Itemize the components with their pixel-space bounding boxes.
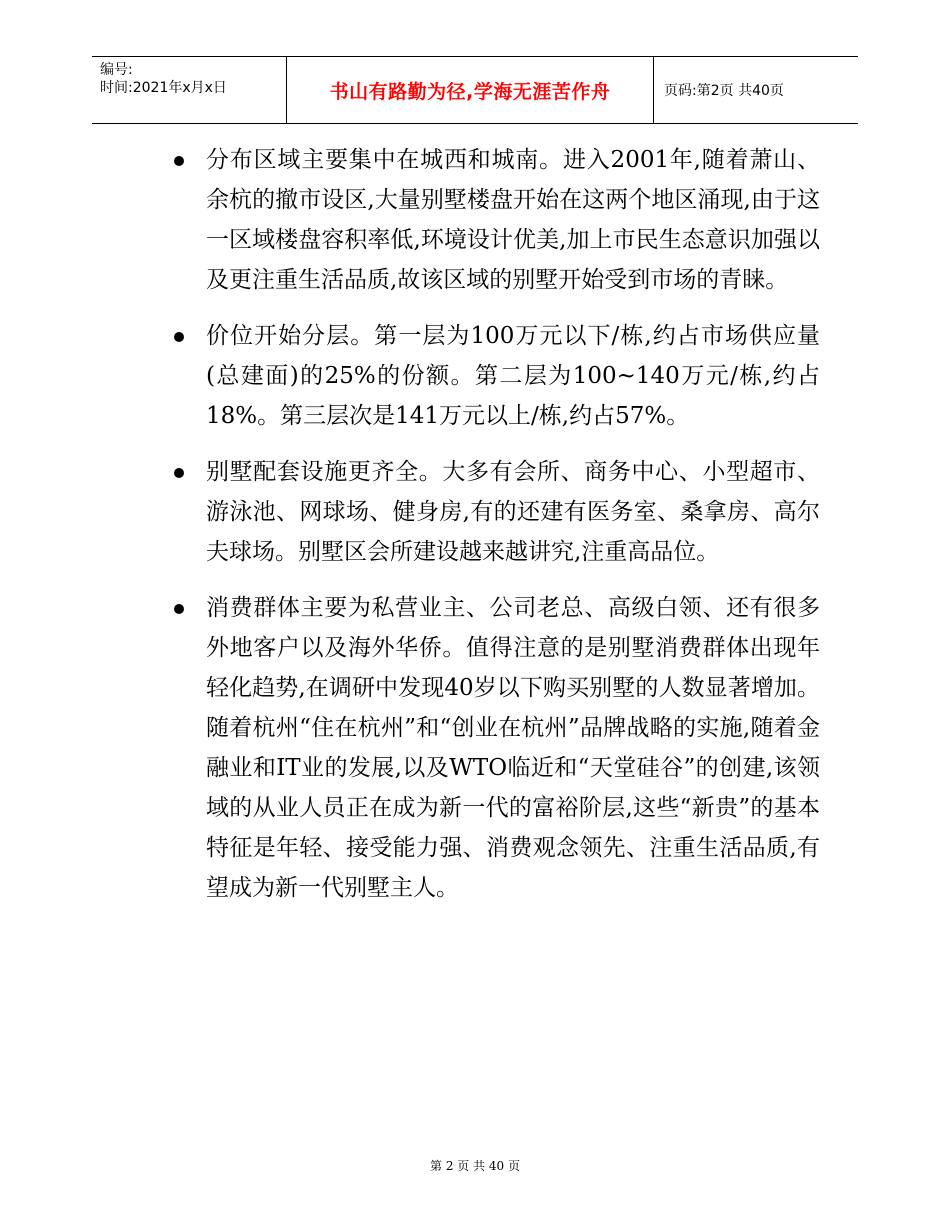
paragraph-text: 价位开始分层。第一层为100万元以下/栋,约占市场供应量(总建面)的25%的份额。第二层为100~140万元/栋,约占18%。第三层次是141万元以上/栋,约占57%。 bbox=[206, 323, 820, 429]
page-header bbox=[92, 56, 858, 124]
header-motto: 书山有路勤为径,学海无涯苦作舟 bbox=[286, 57, 654, 123]
bullet-icon bbox=[174, 604, 184, 614]
paragraph-text: 分布区域主要集中在城西和城南。进入2001年,随着萧山、余杭的撤市设区,大量别墅楼盘开始在这两个地区涌现,由于这一区域楼盘容积率低,环境设计优美,加上市民生态意识加强以及更注重生活品质,故该区域的别墅开始受到市场的青睐。 bbox=[206, 147, 820, 293]
document-time: 时间:2021年x月x日 bbox=[100, 80, 227, 96]
bullet-icon bbox=[174, 156, 184, 166]
bullet-paragraph bbox=[170, 140, 820, 300]
bullet-paragraph bbox=[170, 452, 820, 572]
paragraph-text: 别墅配套设施更齐全。大多有会所、商务中心、小型超市、游泳池、网球场、健身房,有的还建有医务室、桑拿房、高尔夫球场。别墅区会所建设越来越讲究,注重高品位。 bbox=[206, 459, 820, 565]
bullet-icon bbox=[174, 468, 184, 478]
paragraph-text: 消费群体主要为私营业主、公司老总、高级白领、还有很多外地客户以及海外华侨。值得注意的是别墅消费群体出现年轻化趋势,在调研中发现40岁以下购买别墅的人数显著增加。随着杭州“住在杭州”和“创业在杭州”品牌战略的实施,随着金融业和IT业的发展,以及WTO临近和“天堂硅谷”的创建,该领域的从业人员正在成为新一代的富裕阶层,这些“新贵”的基本特征是年轻、接受能力强、消费观念领先、注重生活品质,有望成为新一代别墅主人。 bbox=[206, 595, 820, 901]
header-meta bbox=[92, 57, 286, 123]
page-footer: 第 2 页 共 40 页 bbox=[430, 1159, 520, 1173]
document-body bbox=[170, 140, 820, 924]
bullet-paragraph bbox=[170, 316, 820, 436]
document-number-label: 编号: bbox=[100, 62, 133, 78]
bullet-icon bbox=[174, 332, 184, 342]
header-page-info: 页码:第2页 共40页 bbox=[664, 83, 784, 99]
bullet-paragraph bbox=[170, 588, 820, 908]
